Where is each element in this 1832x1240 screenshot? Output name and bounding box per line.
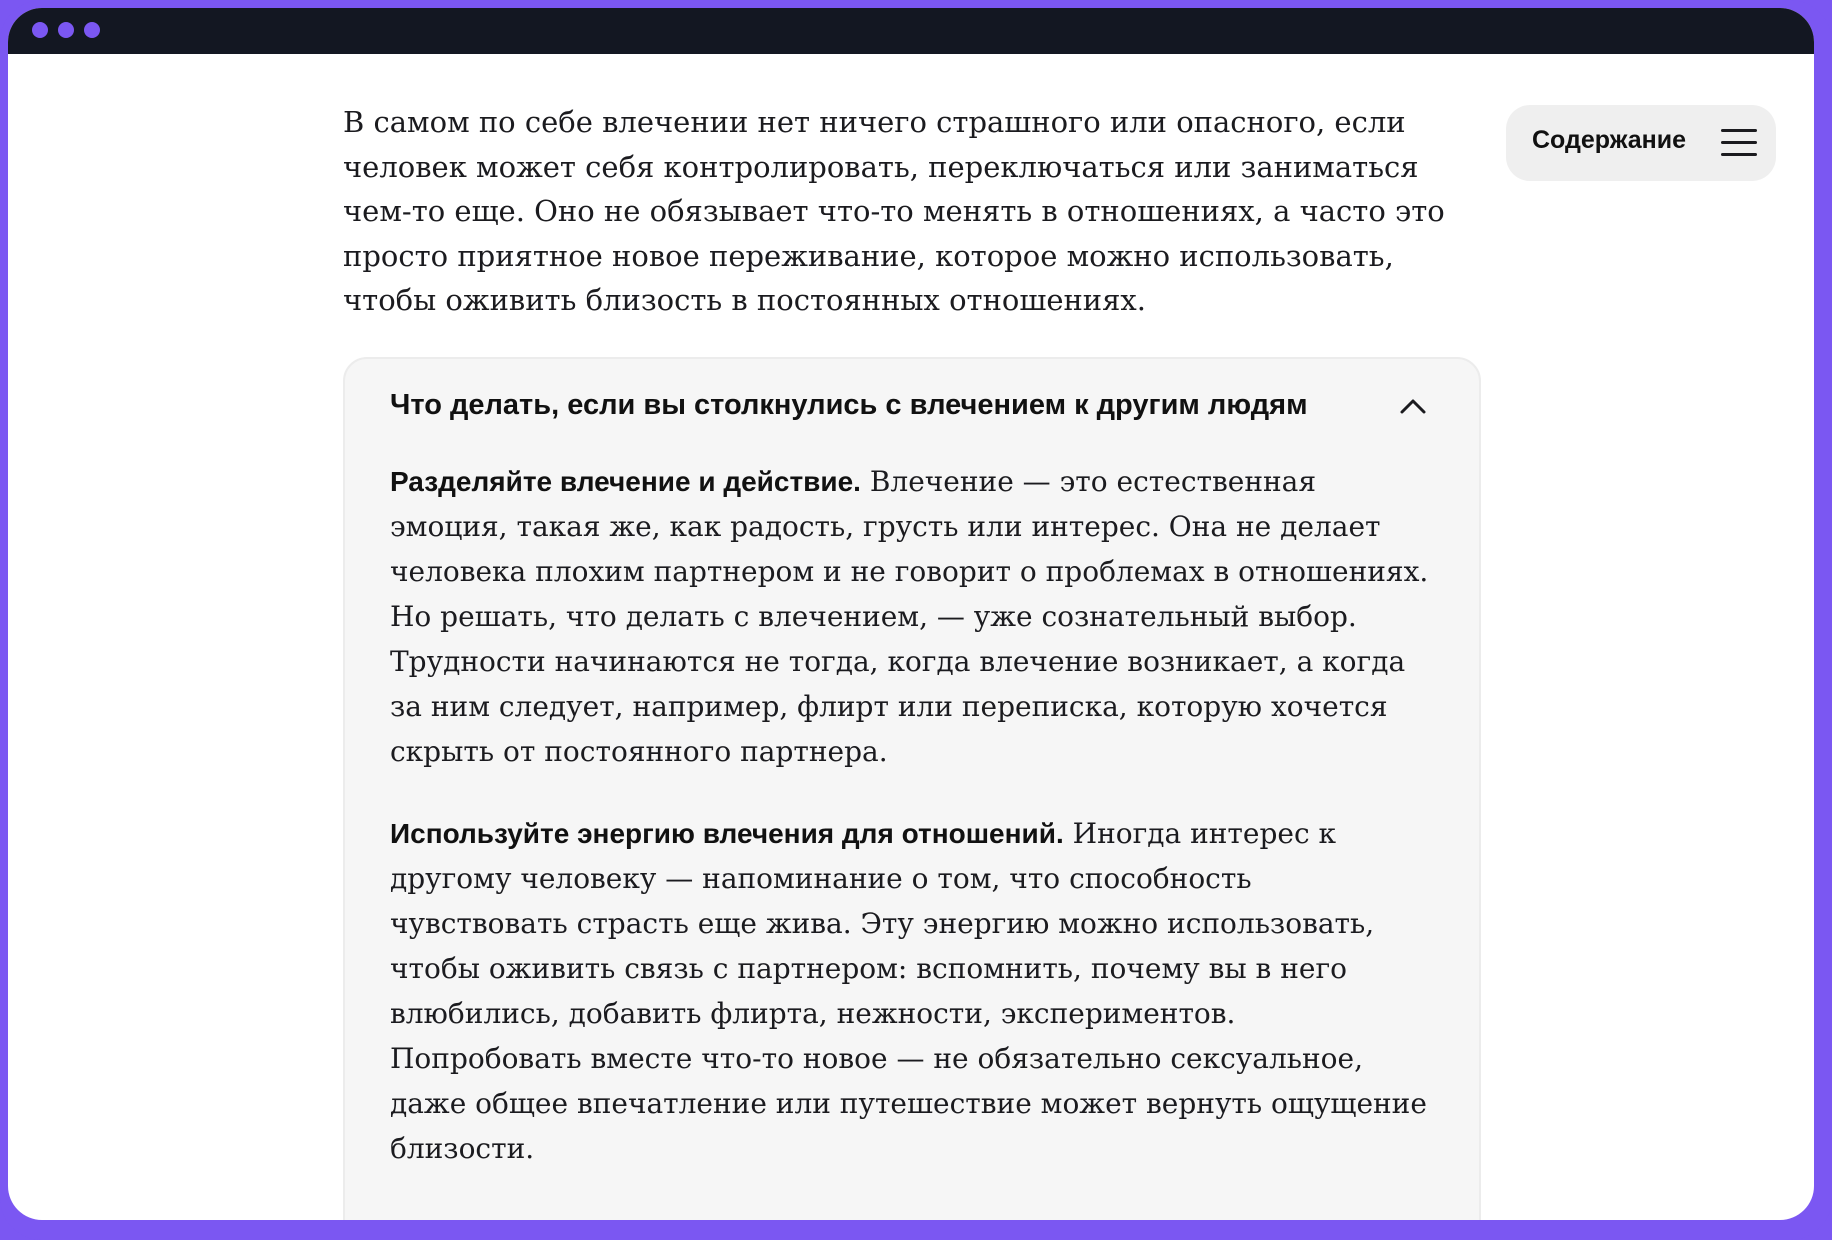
page-content xyxy=(8,54,1814,1220)
accordion-header[interactable] xyxy=(345,359,1479,459)
accordion-paragraph xyxy=(390,459,1430,774)
window-dot-icon xyxy=(84,22,100,38)
window-dot-icon xyxy=(58,22,74,38)
accordion-title: Что делать, если вы столкнулись с влечением к другим людям xyxy=(390,389,1308,421)
table-of-contents-button[interactable] xyxy=(1506,105,1776,181)
accordion-body xyxy=(390,459,1430,1208)
title-bar xyxy=(8,8,1814,54)
menu-icon xyxy=(1721,127,1757,159)
chevron-up-icon[interactable] xyxy=(1399,397,1427,415)
intro-paragraph: В самом по себе влечении нет ничего страшного или опасного, если человек может себя контролировать, переключаться или заниматься чем-то еще. Оно не обязывает что-то менять в отношениях, а часто это просто приятное новое переживание, которое можно использовать, чтобы оживить близость в постоянных отношениях. xyxy=(343,105,1445,317)
accordion-paragraph xyxy=(390,811,1430,1171)
paragraph-lead: Используйте энергию влечения для отношений. xyxy=(390,818,1064,849)
paragraph-lead: Разделяйте влечение и действие. xyxy=(390,466,861,497)
paragraph-text: Влечение — это естественная эмоция, такая же, как радость, грусть или интерес. Она не делает человека плохим партнером и не говорит о проблемах в отношениях. Но решать, что делать с влечением, — уже сознательный выбор. Трудности начинаются не тогда, когда влечение возникает, а когда за ним следует, например, флирт или переписка, которую хочется скрыть от постоянного партнера. xyxy=(390,465,1429,768)
toc-label: Содержание xyxy=(1532,126,1687,154)
browser-window xyxy=(8,8,1814,1220)
paragraph-text: Иногда интерес к другому человеку — напоминание о том, что способность чувствовать страсть еще жива. Эту энергию можно использовать, чтобы оживить связь с партнером: вспомнить, почему вы в него влюбились, добавить флирта, нежности, экспериментов. Попробовать вместе что-то новое — не обязательно сексуальное, даже общее впечатление или путешествие может вернуть ощущение близости. xyxy=(390,817,1427,1165)
window-dot-icon xyxy=(32,22,48,38)
accordion-card xyxy=(343,357,1481,1220)
